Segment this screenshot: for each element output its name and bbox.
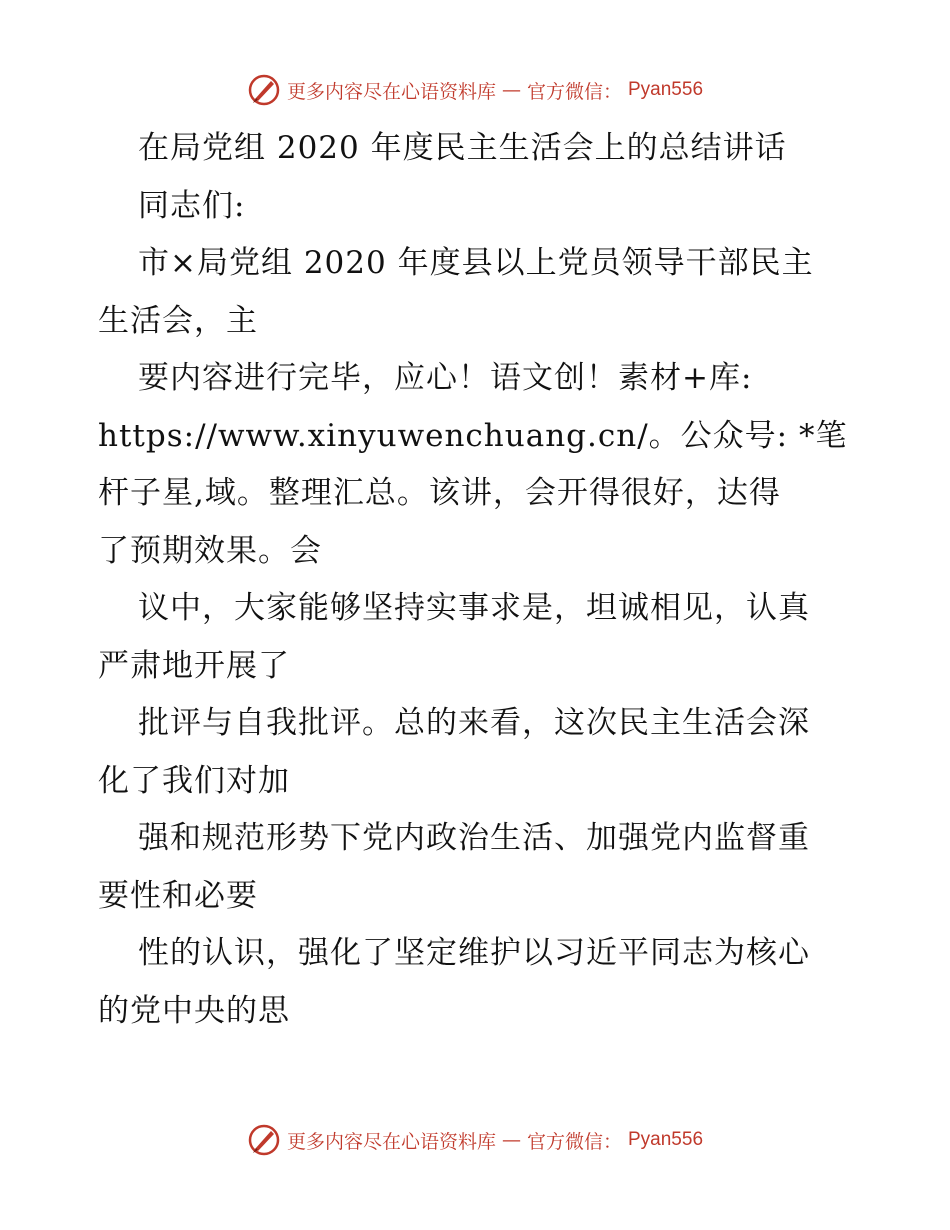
paragraph-line: 市×局党组 2020 年度县以上党员领导干部民主 [138, 245, 814, 281]
header-watermark [0, 70, 950, 110]
paragraph-line: 批评与自我批评。总的来看，这次民主生活会深 [138, 705, 810, 741]
paragraph-line: https://www.xinyuwenchuang.cn/。公众号: *笔 [98, 417, 848, 454]
paragraph-line: 要内容进行完毕，应心！语文创！素材+库: [138, 360, 753, 396]
paragraph-line: 严肃地开展了 [98, 647, 290, 684]
footer-watermark [0, 1120, 950, 1160]
watermark-group [247, 1123, 703, 1157]
quill-circle-icon [247, 1123, 281, 1157]
salutation: 同志们: [138, 187, 246, 224]
paragraph-line: 要性和必要 [98, 877, 258, 914]
document-body [98, 120, 858, 1040]
paragraph-line: 议中，大家能够坚持实事求是，坦诚相见，认真 [138, 590, 810, 626]
paragraph-line: 了预期效果。会 [98, 532, 322, 569]
watermark-wechat-label: 官方微信： [526, 1130, 622, 1153]
document-title: 在局党组 2020 年度民主生活会上的总结讲话 [138, 130, 787, 166]
watermark-wechat-label: 官方微信： [526, 80, 622, 103]
paragraph-line: 性的认识，强化了坚定维护以习近平同志为核心 [138, 935, 810, 971]
quill-circle-icon [247, 73, 281, 107]
paragraph-line: 强和规范形势下党内政治生活、加强党内监督重 [138, 820, 810, 856]
paragraph-line: 生活会，主 [98, 302, 258, 339]
paragraph-line: 化了我们对加 [98, 762, 290, 799]
watermark-wechat-id: Pyan556 [628, 79, 704, 100]
watermark-site-text: 更多内容尽在心语资料库 [286, 1130, 496, 1153]
paragraph-line: 杆子星,域。整理汇总。该讲，会开得很好，达得 [98, 475, 781, 511]
watermark-wechat-id: Pyan556 [628, 1129, 704, 1150]
watermark-dash: — [501, 79, 521, 101]
watermark-dash: — [501, 1129, 521, 1151]
watermark-site-text: 更多内容尽在心语资料库 [286, 80, 496, 103]
paragraph-line: 的党中央的思 [98, 992, 290, 1029]
watermark-group [247, 73, 703, 107]
